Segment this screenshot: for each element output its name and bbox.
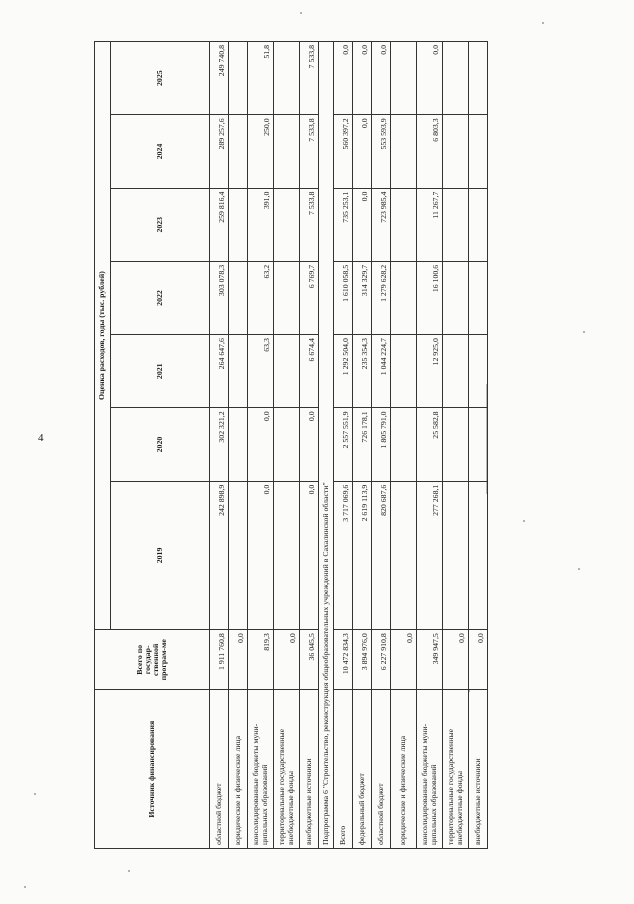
row-label: консолидированные бюджеты муни-ципальных образований [248,690,274,849]
cell-value: 277 268,1 [417,481,443,630]
cell-value [229,188,248,261]
cell-value: 1 044 224,7 [372,335,391,408]
cell-value [229,481,248,630]
cell-value [229,335,248,408]
cell-value [391,115,417,188]
row-label: внебюджетные источники [469,690,488,849]
cell-value [391,408,417,481]
cell-value [274,335,300,408]
cell-value: 553 593,9 [372,115,391,188]
cell-value [391,188,417,261]
header-estimate: Оценка расходов, годы (тыс. рублей) [95,42,111,630]
cell-value: 303 078,3 [210,261,229,334]
header-year: 2023 [111,188,210,261]
cell-value [391,481,417,630]
cell-value [443,188,469,261]
row-label: консолидированные бюджеты муни-ципальных образований [417,690,443,849]
cell-value [443,261,469,334]
cell-value [391,335,417,408]
header-year: 2022 [111,261,210,334]
cell-value: 7 533,8 [300,188,319,261]
table-row [229,42,248,849]
cell-value: 25 582,8 [417,408,443,481]
cell-value: 1 805 791,0 [372,408,391,481]
cell-value [274,42,300,115]
cell-value [229,261,248,334]
row-total: 1 911 760,8 [210,630,229,690]
cell-value [469,115,488,188]
row-total: 6 227 910,8 [372,630,391,690]
table-row [353,42,372,849]
cell-value: 0,0 [353,115,372,188]
row-label: внебюджетные источники [300,690,319,849]
cell-value: 6 769,7 [300,261,319,334]
cell-value: 2 619 113,9 [353,481,372,630]
row-total: 349 947,5 [417,630,443,690]
cell-value: 314 329,7 [353,261,372,334]
row-total: 0,0 [391,630,417,690]
row-total: 0,0 [469,630,488,690]
cell-value: 1 292 504,0 [334,335,353,408]
cell-value: 2 557 551,9 [334,408,353,481]
cell-value: 12 925,0 [417,335,443,408]
scan-speck [578,568,580,570]
cell-value: 242 898,9 [210,481,229,630]
page-number: 4 [38,432,44,444]
cell-value: 0,0 [334,42,353,115]
cell-value: 249 740,8 [210,42,229,115]
row-label: федеральный бюджет [353,690,372,849]
row-label: юридические и физические лица [229,690,248,849]
cell-value: 391,0 [248,188,274,261]
cell-value: 6 674,4 [300,335,319,408]
cell-value: 11 267,7 [417,188,443,261]
cell-value: 16 100,6 [417,261,443,334]
cell-value: 51,8 [248,42,274,115]
cell-value [469,335,488,408]
cell-value [391,42,417,115]
scan-speck [34,793,36,795]
row-label: областной бюджет [372,690,391,849]
row-total: 3 894 976,0 [353,630,372,690]
row-total: 10 472 834,3 [334,630,353,690]
row-label: областной бюджет [210,690,229,849]
cell-value: 3 717 069,6 [334,481,353,630]
cell-value: 264 647,6 [210,335,229,408]
cell-value [229,42,248,115]
table-row [417,42,443,849]
cell-value: 7 533,8 [300,42,319,115]
row-total: 0,0 [274,630,300,690]
row-label: юридические и физические лица [391,690,417,849]
cell-value [391,261,417,334]
cell-value: 0,0 [300,481,319,630]
header-total: Всего по государ-ственной програм-ме [95,630,210,690]
subprogram-title: Подпрограмма 6 "Строительство, реконструкция общеобразовательных учреждений в Сахалинской области" [319,42,334,849]
cell-value [443,115,469,188]
financing-table [94,41,488,849]
table-row [469,42,488,849]
cell-value: 0,0 [248,481,274,630]
scan-speck [523,520,525,522]
rotated-table-area [94,41,485,849]
cell-value: 7 533,8 [300,115,319,188]
table-row [274,42,300,849]
cell-value: 726 178,1 [353,408,372,481]
cell-value: 735 253,1 [334,188,353,261]
row-total: 819,3 [248,630,274,690]
row-label: территориальные государственные внебюджетные фонды [443,690,469,849]
cell-value: 1 279 628,2 [372,261,391,334]
cell-value: 6 803,3 [417,115,443,188]
cell-value: 63,2 [248,261,274,334]
cell-value: 289 257,6 [210,115,229,188]
cell-value: 0,0 [353,188,372,261]
scan-speck [24,886,26,888]
cell-value [274,188,300,261]
table-row [334,42,353,849]
cell-value [469,188,488,261]
cell-value: 560 397,2 [334,115,353,188]
cell-value: 0,0 [300,408,319,481]
scan-speck [128,870,130,872]
cell-value [469,261,488,334]
table-row [248,42,274,849]
header-year: 2025 [111,42,210,115]
cell-value [229,115,248,188]
cell-value [443,42,469,115]
cell-value: 0,0 [248,408,274,481]
cell-value: 723 985,4 [372,188,391,261]
header-source: Источник финансирования [95,690,210,849]
cell-value [443,408,469,481]
cell-value: 820 687,6 [372,481,391,630]
cell-value: 0,0 [372,42,391,115]
table-row [210,42,229,849]
table-row [372,42,391,849]
header-year: 2021 [111,335,210,408]
cell-value [274,408,300,481]
cell-value [469,481,488,630]
header-year: 2024 [111,115,210,188]
scan-speck [583,331,585,333]
table-row [391,42,417,849]
header-year: 2019 [111,481,210,630]
row-total: 0,0 [443,630,469,690]
row-label: территориальные государственные внебюджетные фонды [274,690,300,849]
cell-value [274,481,300,630]
cell-value [274,115,300,188]
cell-value [469,408,488,481]
cell-value [229,408,248,481]
cell-value: 235 354,3 [353,335,372,408]
scan-speck [300,12,302,14]
cell-value: 63,3 [248,335,274,408]
cell-value [443,335,469,408]
rotated-table-content [94,41,485,849]
cell-value: 0,0 [353,42,372,115]
row-label: Всего [334,690,353,849]
cell-value [274,261,300,334]
cell-value: 250,0 [248,115,274,188]
cell-value [469,42,488,115]
subprogram-row [319,42,334,849]
scan-speck [542,22,544,24]
cell-value: 302 321,2 [210,408,229,481]
cell-value: 259 816,4 [210,188,229,261]
header-year: 2020 [111,408,210,481]
row-total: 0,0 [229,630,248,690]
table-row [443,42,469,849]
cell-value: 0,0 [417,42,443,115]
cell-value: 1 610 058,5 [334,261,353,334]
table-row [300,42,319,849]
row-total: 36 045,5 [300,630,319,690]
cell-value [443,481,469,630]
